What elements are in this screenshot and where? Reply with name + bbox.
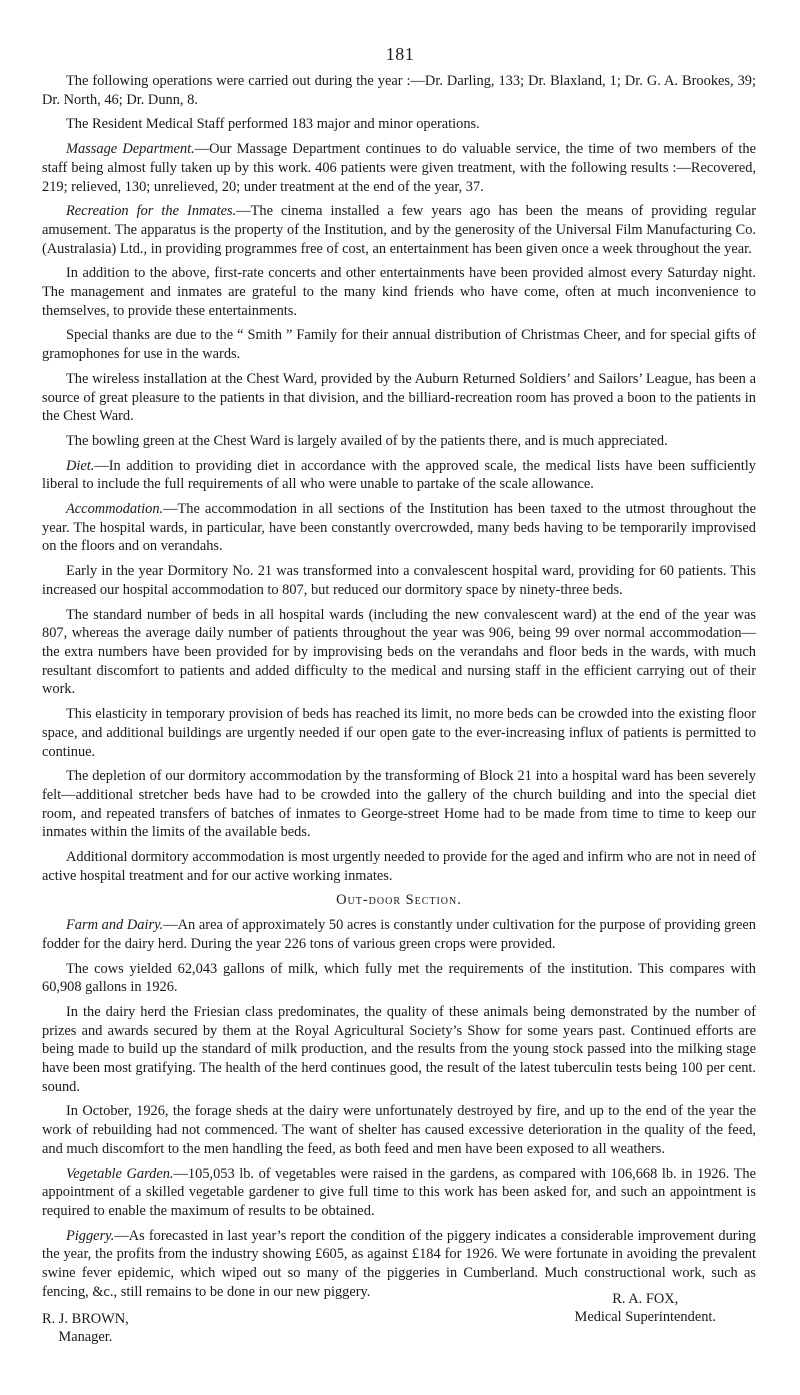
piggery-heading: Piggery. [66,1227,115,1244]
paragraph-massage: Massage Department.—Our Massage Department continues to do valuable service, the time of two members of the staff being almost fully taken up by this work. 406 patients were given treatment, with the following results :—Recovered, 219; relieved, 130; unrelieved, 20; under treatment at the end of the year, 37. [42,141,756,195]
paragraph-standard-beds: The standard number of beds in all hospital wards (including the new convalescent ward) at the end of the year was 807, whereas the average daily number of patients throughout the year was 906, being 99 over normal accommodation—the extra numbers have been provided for by improvising beds on the verandahs and floor beds in the wards, with much resultant discomfort to patients and added difficulty to the medical and nursing staff in the efficient carrying out of their work. [42,606,756,698]
paragraph-dormitory-21: Early in the year Dormitory No. 21 was transformed into a convalescent hospital ward, providing for 60 patients. This increased our hospital accommodation to 807, but reduced our dormitory space by ninety-three beds. [42,563,756,598]
signature-medical-superintendent [575,1290,716,1326]
vegetable-garden-heading: Vegetable Garden. [66,1165,174,1182]
massage-heading: Massage Department. [66,141,195,158]
paragraph-farm-dairy: Farm and Dairy.—An area of approximately 50 acres is constantly under cultivation for the purpose of providing green fodder for the dairy herd. During the year 226 tons of various green crops were provided. [42,917,756,952]
report-body [42,72,756,1307]
paragraph-wireless: The wireless installation at the Chest Ward, provided by the Auburn Returned Soldiers’ and Sailors’ League, has been a source of great pleasure to the patients in that division, and the billiard-recreation room has proved a boon to the patients in the Chest Ward. [42,370,756,425]
paragraph-accommodation: Accommodation.—The accommodation in all sections of the Institution has been taxed to the utmost throughout the year. The hospital wards, in particular, have been constantly overcrowded, many beds having to be temporarily improvised on the floors and on verandahs. [42,501,756,555]
farm-dairy-heading: Farm and Dairy. [66,917,164,934]
paragraph-recreation: Recreation for the Inmates.—The cinema installed a few years ago has been the means of providing regular amusement. The apparatus is the property of the Institution, and by the generosity of the Universal Film Manufacturing Co. (Australasia) Ltd., in providing programmes free of cost, an entertainment has been given once a week throughout the year. [42,203,757,257]
signature-manager [42,1310,129,1346]
recreation-heading: Recreation for the Inmates. [66,203,237,220]
paragraph-resident-staff: The Resident Medical Staff performed 183 major and minor operations. [66,116,480,133]
signature-name: R. J. BROWN, [42,1311,129,1327]
paragraph-smith-family: Special thanks are due to the “ Smith ” Family for their annual distribution of Christmas Cheer, and for special gifts of gramophones for use in the wards. [42,327,756,363]
section-heading-outdoor: Out-door Section. [336,892,462,909]
paragraph-dairy-herd: In the dairy herd the Friesian class predominates, the quality of these animals being demonstrated by the number of prizes and awards secured by them at the Royal Agricultural Society’s Show for some years past. Continued efforts are being made to build up the standard of milk production, and the results from the young stock passed into the milking stage have been most gratifying. The health of the herd continues good, the result of the latest tuberculin tests being 100 per cent. sound. [42,1003,756,1095]
paragraph-milk-yield: The cows yielded 62,043 gallons of milk, which fully met the requirements of the institution. This compares with 60,908 gallons in 1926. [42,960,756,996]
signature-title: Medical Superintendent. [574,1309,716,1325]
paragraph-piggery: Piggery.—As forecasted in last year’s report the condition of the piggery indicates a considerable improvement during the year, the profits from the industry showing £605, as against £184 for 1926. We were fortunate in avoiding the prevalent swine fever epidemic, which wiped out so many of the piggeries in Cumberland. Much constructional work, such as fencing, &c., still remains to be done in our new piggery. [42,1227,756,1300]
diet-heading: Diet. [66,457,95,474]
signature-block [42,1290,756,1360]
page-number: 181 [385,44,415,64]
paragraph-forage-sheds: In October, 1926, the forage sheds at the dairy were unfortunately destroyed by fire, and up to the end of the year the work of rebuilding had not commenced. The want of shelter has caused excessive deterioration in the quality of the feed, and much discomfort to the men handling the feed, as both feed and men have been exposed to all weathers. [42,1103,756,1157]
paragraph-additional-dormitory: Additional dormitory accommodation is most urgently needed to provide for the aged and infirm who are not in need of active hospital treatment and for our active working inmates. [42,849,756,884]
signature-name: R. A. FOX, [612,1291,679,1307]
accommodation-heading: Accommodation. [66,501,164,518]
paragraph-diet: Diet.—In addition to providing diet in accordance with the approved scale, the medical lists have been sufficiently liberal to include the full requirements of all who were unable to partake of the scale allowance. [42,457,756,493]
paragraph-elasticity: This elasticity in temporary provision of beds has reached its limit, no more beds can be crowded into the existing floor space, and additional buildings are urgently needed if our open gate to the ever-increasing influx of patients is permitted to continue. [42,706,756,760]
paragraph-depletion: The depletion of our dormitory accommodation by the transforming of Block 21 into a hospital ward has been severely felt—additional stretcher beds have had to be crowded into the gallery of the church building and into the special diet room, and repeated transfers of batches of inmates to George-street Home had to be made from time to time to keep our inmates within the limits of the available beds. [42,768,756,841]
paragraph-concerts: In addition to the above, first-rate concerts and other entertainments have been provided almost every Saturday night. The management and inmates are grateful to the many kind friends who have come, often at much inconvenience to themselves, to provide these entertainments. [42,265,756,319]
signature-title: Manager. [58,1329,113,1345]
paragraph-operations: The following operations were carried out during the year :—Dr. Darling, 133; Dr. Blaxland, 1; Dr. G. A. Brookes, 39; Dr. North, 46; Dr. Dunn, 8. [42,73,756,108]
paragraph-vegetable-garden: Vegetable Garden.—105,053 lb. of vegetables were raised in the gardens, as compared with 106,668 lb. in 1926. The appointment of a skilled vegetable gardener to give full time to this work has been asked for, and such an appointment is required to enable the maximum of results to be obtained. [42,1165,756,1219]
paragraph-bowling: The bowling green at the Chest Ward is largely availed of by the patients there, and is much appreciated. [66,432,668,449]
